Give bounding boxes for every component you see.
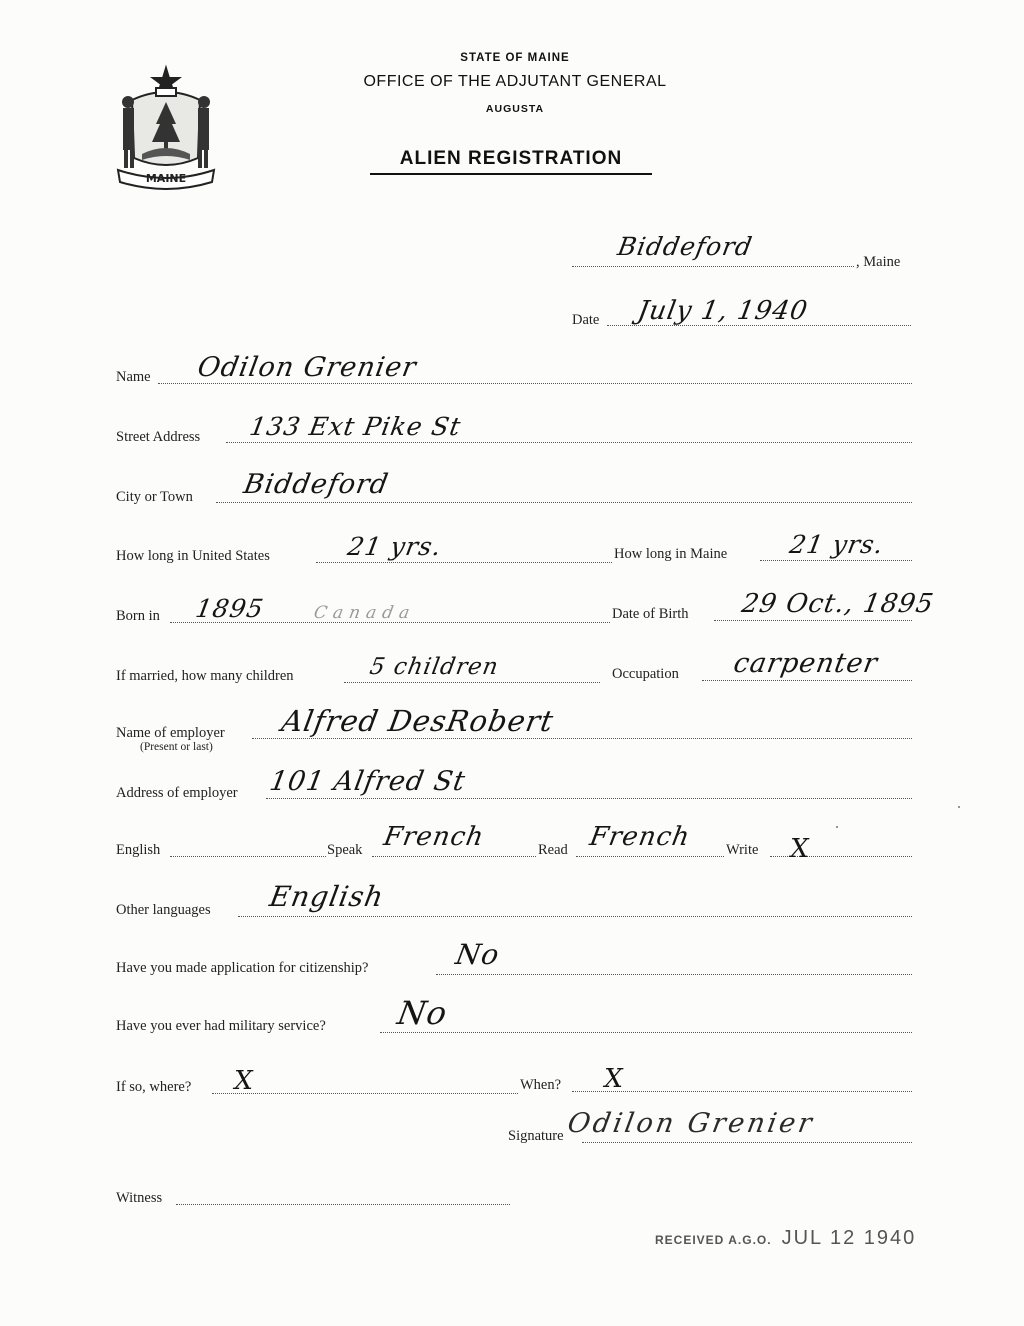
date-of-birth-value: 29 Oct., 1895 bbox=[739, 589, 937, 619]
read-label: Read bbox=[538, 842, 568, 858]
received-stamp bbox=[655, 1227, 916, 1250]
english-line bbox=[170, 856, 326, 857]
how-long-maine-line bbox=[760, 560, 912, 561]
street-address-value: 133 Ext Pike St bbox=[247, 412, 464, 441]
paper-speck bbox=[958, 806, 960, 808]
employer-address-line bbox=[266, 798, 912, 799]
city-value: Biddeford bbox=[241, 469, 392, 500]
speak-label: Speak bbox=[327, 842, 363, 858]
signature-value: Odilon Grenier bbox=[565, 1108, 818, 1139]
employer-address-value: 101 Alfred St bbox=[267, 766, 469, 797]
date-label: Date bbox=[572, 312, 600, 328]
children-line bbox=[344, 682, 600, 683]
employer-name-sublabel: (Present or last) bbox=[140, 741, 213, 753]
when-label: When? bbox=[520, 1077, 562, 1093]
other-languages-label: Other languages bbox=[116, 902, 211, 918]
other-languages-value: English bbox=[267, 880, 387, 913]
born-in-year-value: 1895 bbox=[193, 594, 267, 623]
citizenship-label: Have you made application for citizenship? bbox=[116, 960, 369, 976]
write-label: Write bbox=[726, 842, 759, 858]
signature-line bbox=[582, 1142, 912, 1143]
name-value: Odilon Grenier bbox=[195, 352, 420, 383]
witness-label: Witness bbox=[116, 1190, 163, 1206]
name-label: Name bbox=[116, 369, 151, 385]
occupation-label: Occupation bbox=[612, 666, 679, 682]
how-long-maine-label: How long in Maine bbox=[614, 546, 728, 562]
occupation-value: carpenter bbox=[731, 648, 881, 679]
maine-label: , Maine bbox=[856, 254, 901, 270]
how-long-us-value: 21 yrs. bbox=[345, 532, 445, 561]
read-line bbox=[576, 856, 724, 857]
header-city: AUGUSTA bbox=[485, 103, 545, 115]
military-value: No bbox=[394, 994, 451, 1032]
header-office: OFFICE OF THE ADJUTANT GENERAL bbox=[363, 73, 667, 90]
stamp-prefix: RECEIVED A.G.O. bbox=[655, 1233, 772, 1247]
header-state: STATE OF MAINE bbox=[460, 52, 570, 64]
how-long-us-line bbox=[316, 562, 612, 563]
how-long-maine-value: 21 yrs. bbox=[787, 530, 887, 559]
city-line bbox=[216, 502, 912, 503]
stamp-date: JUL 12 1940 bbox=[781, 1227, 917, 1249]
english-label: English bbox=[116, 842, 161, 858]
paper-speck bbox=[836, 826, 838, 828]
employer-name-value: Alfred DesRobert bbox=[279, 704, 557, 738]
speak-line bbox=[372, 856, 536, 857]
employer-name-label: Name of employer bbox=[116, 725, 225, 741]
write-value: X bbox=[787, 834, 813, 864]
when-line bbox=[572, 1091, 912, 1092]
speak-value: French bbox=[381, 822, 487, 852]
when-value: X bbox=[601, 1064, 627, 1094]
form-title: ALIEN REGISTRATION bbox=[370, 148, 652, 175]
date-value: July 1, 1940 bbox=[635, 296, 811, 326]
where-line bbox=[212, 1093, 518, 1094]
born-in-label: Born in bbox=[116, 608, 160, 624]
born-in-place-value: Canada bbox=[312, 603, 418, 623]
where-value: X bbox=[231, 1066, 257, 1096]
employer-name-line bbox=[252, 738, 912, 739]
date-of-birth-line bbox=[714, 620, 912, 621]
citizenship-value: No bbox=[453, 938, 503, 971]
town-line bbox=[572, 266, 854, 267]
city-label: City or Town bbox=[116, 489, 193, 505]
employer-address-label: Address of employer bbox=[116, 785, 238, 801]
street-address-line bbox=[226, 442, 912, 443]
children-label: If married, how many children bbox=[116, 668, 294, 684]
how-long-us-label: How long in United States bbox=[116, 548, 270, 564]
read-value: French bbox=[587, 822, 693, 852]
date-of-birth-label: Date of Birth bbox=[612, 606, 689, 622]
maine-state-seal bbox=[112, 62, 220, 190]
other-languages-line bbox=[238, 916, 912, 917]
signature-label: Signature bbox=[508, 1128, 564, 1144]
town-value: Biddeford bbox=[615, 232, 755, 261]
children-value: 5 children bbox=[367, 654, 501, 680]
occupation-line bbox=[702, 680, 912, 681]
witness-line bbox=[176, 1204, 510, 1205]
citizenship-line bbox=[436, 974, 912, 975]
where-label: If so, where? bbox=[116, 1079, 192, 1095]
military-line bbox=[380, 1032, 912, 1033]
name-line bbox=[158, 383, 912, 384]
seal-text: MAINE bbox=[145, 172, 187, 185]
street-address-label: Street Address bbox=[116, 429, 201, 445]
military-label: Have you ever had military service? bbox=[116, 1018, 326, 1034]
